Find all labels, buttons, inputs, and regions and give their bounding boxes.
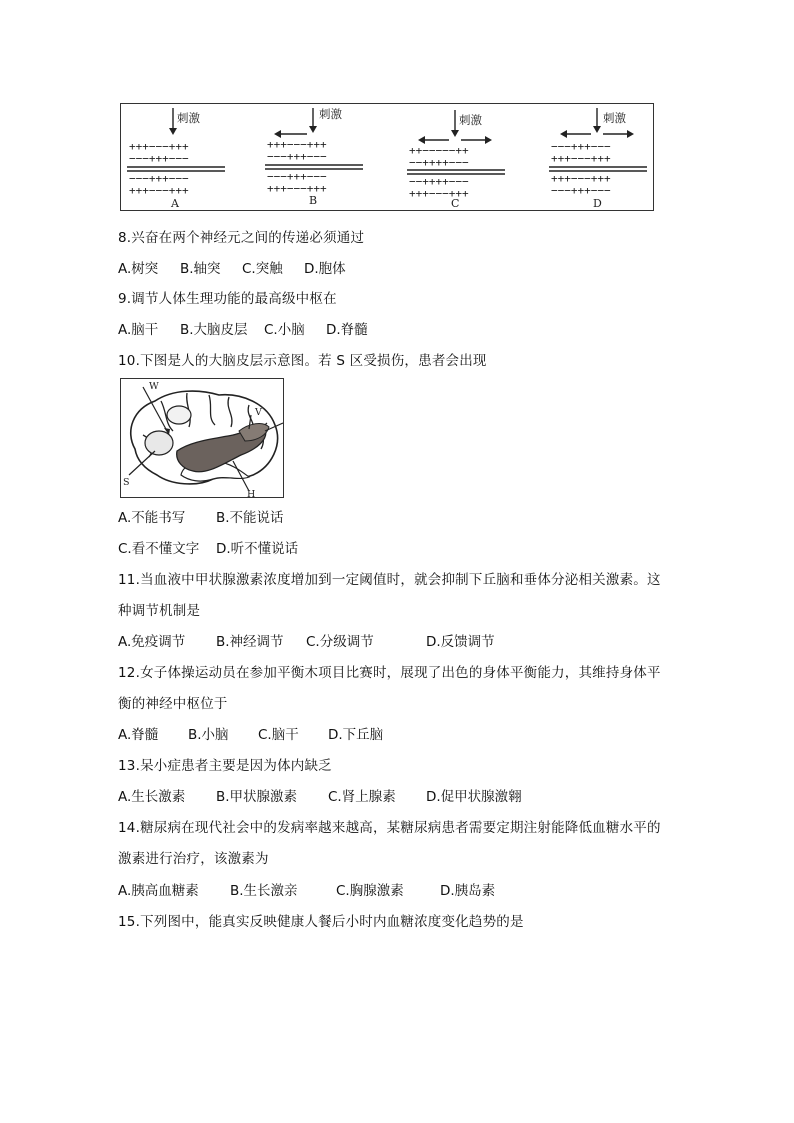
q14-option-d: D.胰岛素 bbox=[440, 883, 496, 899]
polarity-row-b1: +++−−−+++ bbox=[267, 138, 327, 151]
question-8-stem: 8.兴奋在两个神经元之间的传递必须通过 bbox=[118, 230, 365, 246]
brain-label-v: V bbox=[255, 407, 262, 418]
q14-option-a: A.胰高血糖素 bbox=[118, 883, 199, 899]
polarity-row-d3: +++−−−+++ bbox=[551, 172, 611, 185]
polarity-row-b4: +++−−−+++ bbox=[267, 182, 327, 195]
panel-label-a: A bbox=[171, 197, 179, 210]
stimulus-label-c: 刺激 bbox=[459, 113, 482, 127]
polarity-row-c2: −−++++−−− bbox=[409, 156, 469, 169]
question-13-stem: 13.呆小症患者主要是因为体内缺乏 bbox=[118, 758, 332, 774]
q8-option-c: C.突触 bbox=[242, 261, 283, 277]
polarity-row-b3: −−−+++−−− bbox=[267, 170, 327, 183]
q11-option-a: A.免疫调节 bbox=[118, 634, 186, 650]
brain-cortex-figure bbox=[120, 378, 284, 498]
panel-b bbox=[265, 107, 363, 207]
q13-option-a: A.生长激素 bbox=[118, 789, 186, 805]
brain-label-w: W bbox=[149, 381, 159, 392]
panel-a bbox=[127, 108, 225, 210]
q12-option-c: C.脑干 bbox=[258, 727, 299, 743]
brain-cortex-diagram bbox=[121, 379, 283, 497]
q8-option-a: A.树突 bbox=[118, 261, 159, 277]
q8-option-d: D.胞体 bbox=[304, 261, 346, 277]
polarity-row-c3: −−++++−−− bbox=[409, 175, 469, 188]
question-12-stem-line-1: 12.女子体操运动员在参加平衡木项目比赛时，展现了出色的身体平衡能力，其维持身体平 bbox=[118, 665, 661, 681]
q9-option-c: C.小脑 bbox=[264, 322, 305, 338]
polarity-row-b2: −−−+++−−− bbox=[267, 150, 327, 163]
q13-option-c: C.肾上腺素 bbox=[328, 789, 396, 805]
q14-option-b: B.生长激亲 bbox=[230, 883, 298, 899]
question-9-stem: 9.调节人体生理功能的最高级中枢在 bbox=[118, 291, 337, 307]
q13-option-b: B.甲状腺激素 bbox=[216, 789, 298, 805]
polarity-row-a2: −−−+++−−− bbox=[129, 152, 189, 165]
polarity-row-d4: −−−+++−−− bbox=[551, 184, 611, 197]
stimulus-label-d: 刺激 bbox=[603, 111, 626, 125]
q14-option-c: C.胸腺激素 bbox=[336, 883, 404, 899]
q9-option-a: A.脑干 bbox=[118, 322, 159, 338]
q10-option-c: C.看不懂文字 bbox=[118, 541, 200, 557]
polarity-row-d1: −−−+++−−− bbox=[551, 140, 611, 153]
panel-label-d: D bbox=[593, 197, 602, 210]
q9-option-b: B.大脑皮层 bbox=[180, 322, 248, 338]
question-10-stem: 10.下图是人的大脑皮层示意图。若 S 区受损伤，患者会出现 bbox=[118, 353, 487, 369]
question-15-stem: 15.下列图中，能真实反映健康人餐后小时内血糖浓度变化趋势的是 bbox=[118, 914, 524, 930]
question-11-stem-line-2: 种调节机制是 bbox=[118, 603, 201, 619]
stimulus-label-a: 刺激 bbox=[177, 111, 200, 125]
q11-option-b: B.神经调节 bbox=[216, 634, 284, 650]
polarity-row-c1: ++−−−−−++ bbox=[409, 144, 469, 157]
q9-option-d: D.脊髓 bbox=[326, 322, 368, 338]
panel-label-b: B bbox=[309, 194, 318, 207]
question-14-stem-line-2: 激素进行治疗，该激素为 bbox=[118, 851, 269, 867]
q8-option-b: B.轴突 bbox=[180, 261, 221, 277]
q12-option-d: D.下丘脑 bbox=[328, 727, 384, 743]
polarity-row-d2: +++−−−+++ bbox=[551, 152, 611, 165]
polarity-row-a1: +++−−−+++ bbox=[129, 140, 189, 153]
q12-option-b: B.小脑 bbox=[188, 727, 229, 743]
q11-option-c: C.分级调节 bbox=[306, 634, 374, 650]
question-11-stem-line-1: 11.当血液中甲状腺激素浓度增加到一定阈值时，就会抑制下丘脑和垂体分泌相关激素。这 bbox=[118, 572, 661, 588]
stimulus-label-b: 刺激 bbox=[319, 107, 342, 121]
polarity-row-c4: +++−−−+++ bbox=[409, 187, 469, 200]
membrane-potential-diagram bbox=[121, 104, 653, 210]
polarity-row-a4: +++−−−+++ bbox=[129, 184, 189, 197]
q13-option-d: D.促甲状腺激翱 bbox=[426, 789, 522, 805]
panel-c bbox=[407, 110, 505, 210]
question-12-stem-line-2: 衡的神经中枢位于 bbox=[118, 696, 228, 712]
polarity-row-a3: −−−+++−−− bbox=[129, 172, 189, 185]
brain-label-h: H bbox=[247, 489, 256, 497]
q10-option-a: A.不能书写 bbox=[118, 510, 186, 526]
q12-option-a: A.脊髓 bbox=[118, 727, 159, 743]
panel-d bbox=[549, 108, 647, 210]
q11-option-d: D.反馈调节 bbox=[426, 634, 495, 650]
membrane-potential-figure bbox=[120, 103, 654, 211]
q10-option-b: B.不能说话 bbox=[216, 510, 284, 526]
q10-option-d: D.听不懂说话 bbox=[216, 541, 299, 557]
panel-label-c: C bbox=[451, 197, 460, 210]
question-14-stem-line-1: 14.糖尿病在现代社会中的发病率越来越高，某糖尿病患者需要定期注射能降低血糖水平的 bbox=[118, 820, 661, 836]
brain-label-s: S bbox=[123, 477, 130, 488]
